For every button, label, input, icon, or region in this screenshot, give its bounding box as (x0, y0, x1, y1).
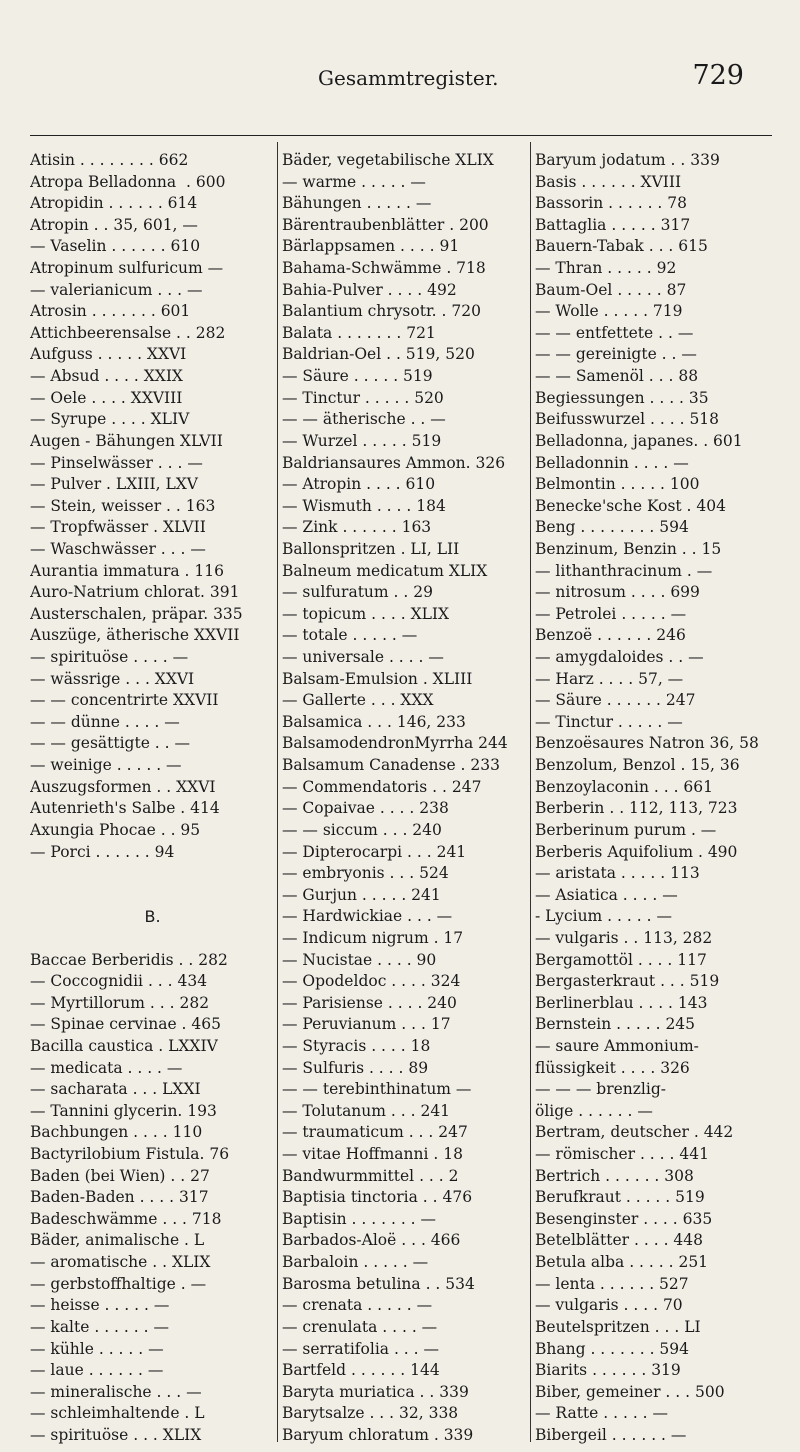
index-entry: Berberin . . 112, 113, 723 (535, 799, 738, 818)
index-entry: — lenta . . . . . . 527 (535, 1274, 689, 1293)
index-entry: Betula alba . . . . . 251 (535, 1253, 709, 1272)
index-entry: — saure Ammonium- (535, 1036, 699, 1055)
index-entry: Bahama-Schwämme . 718 (282, 259, 486, 278)
index-entry: — wässrige . . . XXVI (30, 669, 195, 688)
index-entry: — Säure . . . . . 519 (282, 367, 433, 386)
index-entry: Baldrian-Oel . . 519, 520 (282, 345, 475, 364)
index-entry: — kühle . . . . . — (30, 1339, 164, 1358)
index-entry: Bahia-Pulver . . . . 492 (282, 280, 457, 299)
index-entry: Bertrich . . . . . . 308 (535, 1166, 694, 1185)
index-entry: — vulgaris . . 113, 282 (535, 928, 713, 947)
index-entry: Balsam-Emulsion . XLIII (282, 669, 473, 688)
index-entry: Aurantia immatura . 116 (30, 561, 224, 580)
index-entry: — Wurzel . . . . . 519 (282, 431, 442, 450)
index-entry: — schleimhaltende . L (30, 1404, 205, 1423)
index-entry: Balata . . . . . . . 721 (282, 323, 436, 342)
index-entry: - Lycium . . . . . — (535, 907, 672, 926)
index-entry: Baum-Oel . . . . . 87 (535, 280, 687, 299)
index-entry: — Atropin . . . . 610 (282, 475, 436, 494)
index-entry: Atropin . . 35, 601, — (30, 215, 198, 234)
index-entry: ölige . . . . . . — (535, 1101, 653, 1120)
index-entry: Beutelspritzen . . . LI (535, 1317, 701, 1336)
index-entry: Benzolum, Benzol . 15, 36 (535, 756, 740, 775)
index-entry: — Tropfwässer . XLVII (30, 518, 206, 537)
index-entry: Baden (bei Wien) . . 27 (30, 1166, 210, 1185)
index-entry: — crenata . . . . . — (282, 1296, 433, 1315)
index-entry: Baryta muriatica . . 339 (282, 1382, 469, 1401)
index-entry: — Harz . . . . 57, — (535, 669, 684, 688)
index-entry: — Säure . . . . . . 247 (535, 691, 696, 710)
index-entry: — valerianicum . . . — (30, 280, 203, 299)
index-entry: Auszugsformen . . XXVI (30, 777, 216, 796)
index-entry: Bactyrilobium Fistula. 76 (30, 1145, 230, 1164)
index-column-1 (30, 150, 275, 1447)
index-entry: — weinige . . . . . — (30, 756, 182, 775)
index-entry: Belladonna, japanes. . 601 (535, 431, 743, 450)
section-letter: B. (144, 907, 161, 927)
index-entry: Biber, gemeiner . . . 500 (535, 1382, 725, 1401)
index-entry: — nitrosum . . . . 699 (535, 583, 700, 602)
index-entry (30, 928, 275, 950)
index-entry: Attichbeerensalse . . 282 (30, 323, 226, 342)
index-entry: Atropinum sulfuricum — (30, 259, 224, 278)
index-entry: — römischer . . . . 441 (535, 1145, 709, 1164)
index-entry: Barbados-Aloë . . . 466 (282, 1231, 461, 1250)
index-entry: — — dünne . . . . — (30, 712, 180, 731)
index-entry: — crenulata . . . . — (282, 1317, 438, 1336)
index-entry: — Ratte . . . . . — (535, 1404, 669, 1423)
index-entry: Badeschwämme . . . 718 (30, 1209, 222, 1228)
index-entry: — — concentrirte XXVII (30, 691, 219, 710)
running-header (0, 60, 800, 100)
index-entry: Bertram, deutscher . 442 (535, 1123, 734, 1142)
index-entry: Baden-Baden . . . . 317 (30, 1188, 209, 1207)
index-entry: — Zink . . . . . . 163 (282, 518, 432, 537)
index-entry: BalsamodendronMyrrha 244 (282, 734, 508, 753)
index-entry: Austerschalen, präpar. 335 (30, 604, 243, 623)
index-entry: Balsamum Canadense . 233 (282, 756, 500, 775)
index-entry: — Styracis . . . . 18 (282, 1036, 431, 1055)
index-entry: — Waschwässer . . . — (30, 539, 206, 558)
page-number: 729 (692, 60, 744, 91)
index-entry: Autenrieth's Salbe . 414 (30, 799, 220, 818)
index-entry: Baccae Berberidis . . 282 (30, 950, 228, 969)
index-entry: Bacilla caustica . LXXIV (30, 1036, 218, 1055)
index-entry: Baryum chloratum . 339 (282, 1425, 474, 1444)
index-entry: — lithanthracinum . — (535, 561, 713, 580)
index-entry: — — siccum . . . 240 (282, 820, 442, 839)
index-entry: Bärlappsamen . . . . 91 (282, 237, 460, 256)
index-entry: Aufguss . . . . . XXVI (30, 345, 187, 364)
index-entry: — Copaivae . . . . 238 (282, 799, 449, 818)
index-entry: — medicata . . . . — (30, 1058, 183, 1077)
index-entry: Bauern-Tabak . . . 615 (535, 237, 708, 256)
index-entry: Berberinum purum . — (535, 820, 717, 839)
index-entry: Berufkraut . . . . . 519 (535, 1188, 705, 1207)
index-entry: — — — brenzlig- (535, 1080, 667, 1099)
index-entry: — Vaselin . . . . . . 610 (30, 237, 201, 256)
index-entry (30, 863, 275, 885)
index-entry: — Gurjun . . . . . 241 (282, 885, 441, 904)
index-entry: — Opodeldoc . . . . 324 (282, 972, 461, 991)
index-entry: — — Samenöl . . . 88 (535, 367, 699, 386)
index-entry: Atisin . . . . . . . . 662 (30, 151, 189, 169)
index-entry: — Peruvianum . . . 17 (282, 1015, 451, 1034)
index-entry: — Myrtillorum . . . 282 (30, 993, 210, 1012)
index-entry: — Porci . . . . . . 94 (30, 842, 175, 861)
index-entry: — Absud . . . . XXIX (30, 367, 183, 386)
index-entry: — Petrolei . . . . . — (535, 604, 687, 623)
index-entry: Bartfeld . . . . . . 144 (282, 1361, 440, 1380)
index-entry: — Pulver . LXIII, LXV (30, 475, 198, 494)
index-entry: — — entfettete . . — (535, 323, 694, 342)
index-entry: — kalte . . . . . . — (30, 1317, 169, 1336)
index-entry: Ballonspritzen . LI, LII (282, 539, 460, 558)
index-entry: Balneum medicatum XLIX (282, 561, 488, 580)
index-entry: Benzoësaures Natron 36, 58 (535, 734, 759, 753)
index-entry: — serratifolia . . . — (282, 1339, 440, 1358)
index-entry: Bergasterkraut . . . 519 (535, 972, 720, 991)
index-entry: — Gallerte . . . XXX (282, 691, 434, 710)
index-entry: Baptisia tinctoria . . 476 (282, 1188, 473, 1207)
index-entry: Benzoylaconin . . . 661 (535, 777, 714, 796)
index-entry: — aristata . . . . . 113 (535, 864, 700, 883)
index-entry: — amygdaloides . . — (535, 648, 704, 667)
index-entry: — topicum . . . . XLIX (282, 604, 450, 623)
index-entry: Beifusswurzel . . . . 518 (535, 410, 720, 429)
index-entry: — aromatische . . XLIX (30, 1253, 211, 1272)
index-entry: — Parisiense . . . . 240 (282, 993, 457, 1012)
index-entry: — Tinctur . . . . . — (535, 712, 683, 731)
index-entry: Bergamottöl . . . . 117 (535, 950, 707, 969)
index-entry: — Tinctur . . . . . 520 (282, 388, 444, 407)
index-entry: Belladonnin . . . . — (535, 453, 689, 472)
index-entry: — Stein, weisser . . 163 (30, 496, 216, 515)
index-entry: Benzinum, Benzin . . 15 (535, 539, 722, 558)
index-entry: Auszüge, ätherische XXVII (30, 626, 240, 645)
index-entry: Betelblätter . . . . 448 (535, 1231, 704, 1250)
index-entry (30, 885, 275, 907)
index-column-3 (535, 150, 772, 1447)
index-entry: Bassorin . . . . . . 78 (535, 194, 687, 213)
index-entry: Berlinerblau . . . . 143 (535, 993, 708, 1012)
index-entry: Atropa Belladonna . 600 (30, 172, 226, 191)
index-entry: Balsamica . . . 146, 233 (282, 712, 466, 731)
index-entry: — Oele . . . . XXVIII (30, 388, 183, 407)
index-entry: Begiessungen . . . . 35 (535, 388, 709, 407)
index-entry: Bachbungen . . . . 110 (30, 1123, 203, 1142)
index-entry: Balantium chrysotr. . 720 (282, 302, 481, 321)
index-entry: — Nucistae . . . . 90 (282, 950, 437, 969)
index-entry: Baryum jodatum . . 339 (535, 151, 720, 169)
index-entry: Barbaloin . . . . . — (282, 1253, 429, 1272)
index-entry: — Hardwickiae . . . — (282, 907, 453, 926)
column-divider (277, 142, 278, 1442)
index-entry: Baptisin . . . . . . . — (282, 1209, 437, 1228)
index-column-2 (282, 150, 527, 1447)
index-entry: — Wismuth . . . . 184 (282, 496, 446, 515)
index-entry: Barosma betulina . . 534 (282, 1274, 475, 1293)
index-entry: — laue . . . . . . — (30, 1361, 164, 1380)
index-entry: — vitae Hoffmanni . 18 (282, 1145, 463, 1164)
index-entry: Besenginster . . . . 635 (535, 1209, 713, 1228)
index-entry: — Commendatoris . . 247 (282, 777, 482, 796)
index-entry: — Tolutanum . . . 241 (282, 1101, 451, 1120)
index-entry: Bäder, animalische . L (30, 1231, 205, 1250)
index-entry: — — terebinthinatum — (282, 1080, 472, 1099)
index-entry: — traumaticum . . . 247 (282, 1123, 468, 1142)
index-entry: — Pinselwässer . . . — (30, 453, 203, 472)
index-entry: — warme . . . . . — (282, 172, 426, 191)
index-entry: Axungia Phocae . . 95 (30, 820, 201, 839)
index-entry: — — gesättigte . . — (30, 734, 191, 753)
index-entry: — Coccognidii . . . 434 (30, 972, 208, 991)
index-entry: Benecke'sche Kost . 404 (535, 496, 726, 515)
index-entry: Basis . . . . . . XVIII (535, 172, 682, 191)
index-entry: Augen - Bähungen XLVII (30, 431, 223, 450)
index-entry: — Tannini glycerin. 193 (30, 1101, 217, 1120)
index-entry: Berberis Aquifolium . 490 (535, 842, 738, 861)
index-entry: — Asiatica . . . . — (535, 885, 678, 904)
index-entry: Bähungen . . . . . — (282, 194, 432, 213)
index-entry: — spirituöse . . . . — (30, 648, 189, 667)
index-entry: Barytsalze . . . 32, 338 (282, 1404, 459, 1423)
column-divider (530, 142, 531, 1442)
index-entry: — Spinae cervinae . 465 (30, 1015, 221, 1034)
index-entry: flüssigkeit . . . . 326 (535, 1058, 690, 1077)
index-entry: Battaglia . . . . . 317 (535, 215, 691, 234)
index-entry: Bärentraubenblätter . 200 (282, 215, 489, 234)
index-entry: Benzoë . . . . . . 246 (535, 626, 686, 645)
index-entry: Bandwurmmittel . . . 2 (282, 1166, 459, 1185)
index-entry: Beng . . . . . . . . 594 (535, 518, 689, 537)
index-entry: Bäder, vegetabilische XLIX (282, 151, 494, 169)
index-entry: — universale . . . . — (282, 648, 444, 667)
header-rule (30, 135, 772, 136)
page-title: Gesammtregister. (318, 66, 499, 90)
index-entry: — Thran . . . . . 92 (535, 259, 677, 278)
index-entry: — Dipterocarpi . . . 241 (282, 842, 467, 861)
index-entry: — — ätherische . . — (282, 410, 446, 429)
index-entry: — vulgaris . . . . 70 (535, 1296, 683, 1315)
index-entry: Belmontin . . . . . 100 (535, 475, 700, 494)
index-entry: — mineralische . . . — (30, 1382, 202, 1401)
index-entry: Bhang . . . . . . . 594 (535, 1339, 690, 1358)
index-entry: Bernstein . . . . . 245 (535, 1015, 696, 1034)
index-entry: — totale . . . . . — (282, 626, 418, 645)
index-entry: — gerbstoffhaltige . — (30, 1274, 207, 1293)
index-entry: — Indicum nigrum . 17 (282, 928, 464, 947)
index-entry: Biarits . . . . . . 319 (535, 1361, 681, 1380)
index-entry: Atrosin . . . . . . . 601 (30, 302, 191, 321)
index-entry: — spirituöse . . . XLIX (30, 1425, 202, 1444)
index-entry: Bibergeil . . . . . . — (535, 1425, 687, 1444)
index-entry: — — gereinigte . . — (535, 345, 697, 364)
index-entry: — Sulfuris . . . . 89 (282, 1058, 429, 1077)
index-entry: — sacharata . . . LXXI (30, 1080, 201, 1099)
index-entry: — Wolle . . . . . 719 (535, 302, 683, 321)
index-entry: — embryonis . . . 524 (282, 864, 449, 883)
index-entry: — sulfuratum . . 29 (282, 583, 433, 602)
index-entry: Atropidin . . . . . . 614 (30, 194, 198, 213)
index-entry: Auro-Natrium chlorat. 391 (30, 583, 240, 602)
index-entry: — heisse . . . . . — (30, 1296, 170, 1315)
index-entry: Baldriansaures Ammon. 326 (282, 453, 506, 472)
index-entry: — Syrupe . . . . XLIV (30, 410, 190, 429)
